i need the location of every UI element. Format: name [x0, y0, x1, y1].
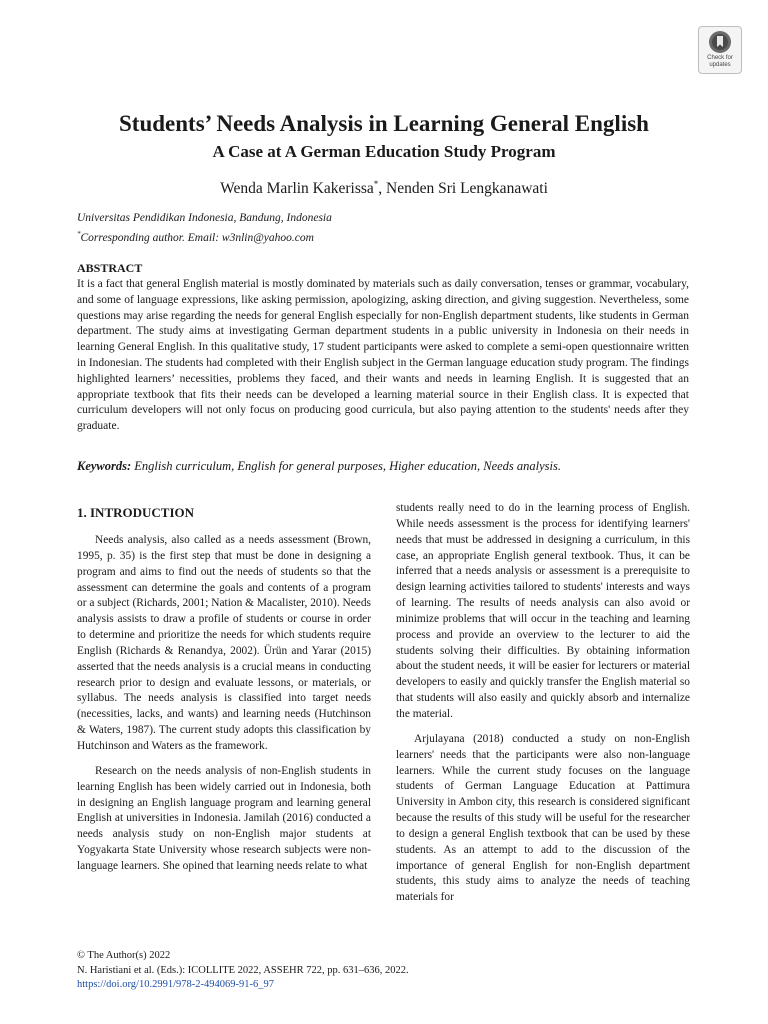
- author-rest: , Nenden Sri Lengkanawati: [378, 180, 548, 198]
- abstract-heading: ABSTRACT: [77, 261, 143, 275]
- paragraph: Research on the needs analysis of non-English students in learning English has been widely carried out in Indonesia, both in designing an English language program and learning general English at universities in Indonesia. Jamilah (2016) conducted a needs analysis study on non-English major students at Yogyakarta State University whose research subjects were non-language learners. She opined that learning needs relate to what: [77, 764, 371, 872]
- bookmark-icon: [708, 30, 732, 54]
- paper-subtitle: A Case at A German Education Study Program: [212, 142, 556, 161]
- section-heading: 1. INTRODUCTION: [77, 505, 195, 520]
- check-for-updates-badge[interactable]: [698, 26, 742, 74]
- keywords-line: [77, 458, 689, 475]
- doi-link[interactable]: https://doi.org/10.2991/978-2-494069-91-6_97: [77, 979, 274, 990]
- abstract-text: It is a fact that general English material is mostly dominated by materials such as daily conversation, tenses or grammar, vocabulary, and some of language expressions, like asking permission, apologizing, asking direction, and giving suggestion. Nevertheless, some questions may arise regarding the needs for general English especially for non-English department students, like students in German department. The study aims at investigating German department students in a public university in Indonesia on their needs in learning General English. In this qualitative study, 17 student participants were asked to complete a semi-open questionnaire written in Indonesian. The students had completed with their English subject in the German language education study program. The findings highlighted learners’ necessities, problems they faced, and their wants and needs in learning English. It is suggested that an appropriate textbook that fits their needs can be developed a learning material source in their English class. It is expected that curriculum developers will not only focus on producing good curricula, but also paying attention to the students' needs after they graduate.: [77, 278, 689, 433]
- badge-label: Check for updates: [707, 55, 733, 68]
- paragraph: Needs analysis, also called as a needs assessment (Brown, 1995, p. 35) is the first step that must be done in designing a program and aims to find out the needs of students so that the assessment can determine the goals and contents of a program or a subject (Richards, 2001; Nation & Macalister, 2010). Needs analysis assists to draw a profile of students or course in order to determine and prioritize the needs for which students require English (Richards & Renandya, 2002). Ürün and Yarar (2015) asserted that the needs analysis is a crucial means in conducting research prior to design and evaluate lessons, or materials, or syllabus. The needs analysis is classified into target needs (necessities, lacks, and wants) and learning needs (Hutchinson & Waters, 1987). The current study adopts this classification by Hutchinson and Waters as the framework.: [77, 534, 371, 752]
- citation-line: N. Haristiani et al. (Eds.): ICOLLITE 2022, ASSEHR 722, pp. 631–636, 2022.: [77, 964, 409, 976]
- author-first: Wenda Marlin Kakerissa: [220, 180, 374, 198]
- page-footer: [77, 949, 409, 993]
- left-column: [77, 533, 371, 875]
- paragraph: students really need to do in the learning process of English. While needs assessment is the process for identifying learners' needs that must be addressed in designing a curriculum, in this case, an appropriate English general textbook. Thus, it can be inferred that a needs analysis or assessment is a prerequisite to design learning activities tailored to students' interests and ways of learning. The results of needs analysis can also avoid or minimize problems that will occur in the teaching and learning process and provide an overview to the lecturer to aid the students solving their difficulties. By obtaining information about the student needs, it will be easier for lecturers or material developers to easily and quickly transfer the English material so that students will also easily and quickly absorb and internalize the material.: [396, 502, 690, 720]
- author-list: [0, 174, 768, 199]
- corresponding-author: [77, 226, 332, 246]
- keywords-label: Keywords:: [77, 459, 132, 473]
- affiliation-university: Universitas Pendidikan Indonesia, Bandung, Indonesia: [77, 212, 332, 224]
- keywords-text: English curriculum, English for general purposes, Higher education, Needs analysis.: [131, 459, 561, 473]
- right-column: [396, 501, 690, 906]
- corresponding-mark-note: *: [77, 230, 81, 238]
- paragraph: Arjulayana (2018) conducted a study on non-English learners' needs that the participants were also non-language learners. While the current study focuses on the language students of German Language Education at Pattimura University in Ambon city, this research is considered significant because the results of this study will be useful for the researcher to design a general English textbook that can be used by these students. As an attempt to add to the discussion of the importance of general English for non-English department students, this study aims to analyze the needs of teaching materials for: [396, 732, 690, 904]
- affiliation-block: [77, 210, 332, 246]
- copyright-line: © The Author(s) 2022: [77, 950, 171, 961]
- paper-title: Students’ Needs Analysis in Learning General English: [119, 111, 649, 136]
- corresponding-author-text: Corresponding author. Email: w3nlin@yahoo.com: [80, 231, 314, 244]
- corresponding-mark: *: [373, 179, 379, 189]
